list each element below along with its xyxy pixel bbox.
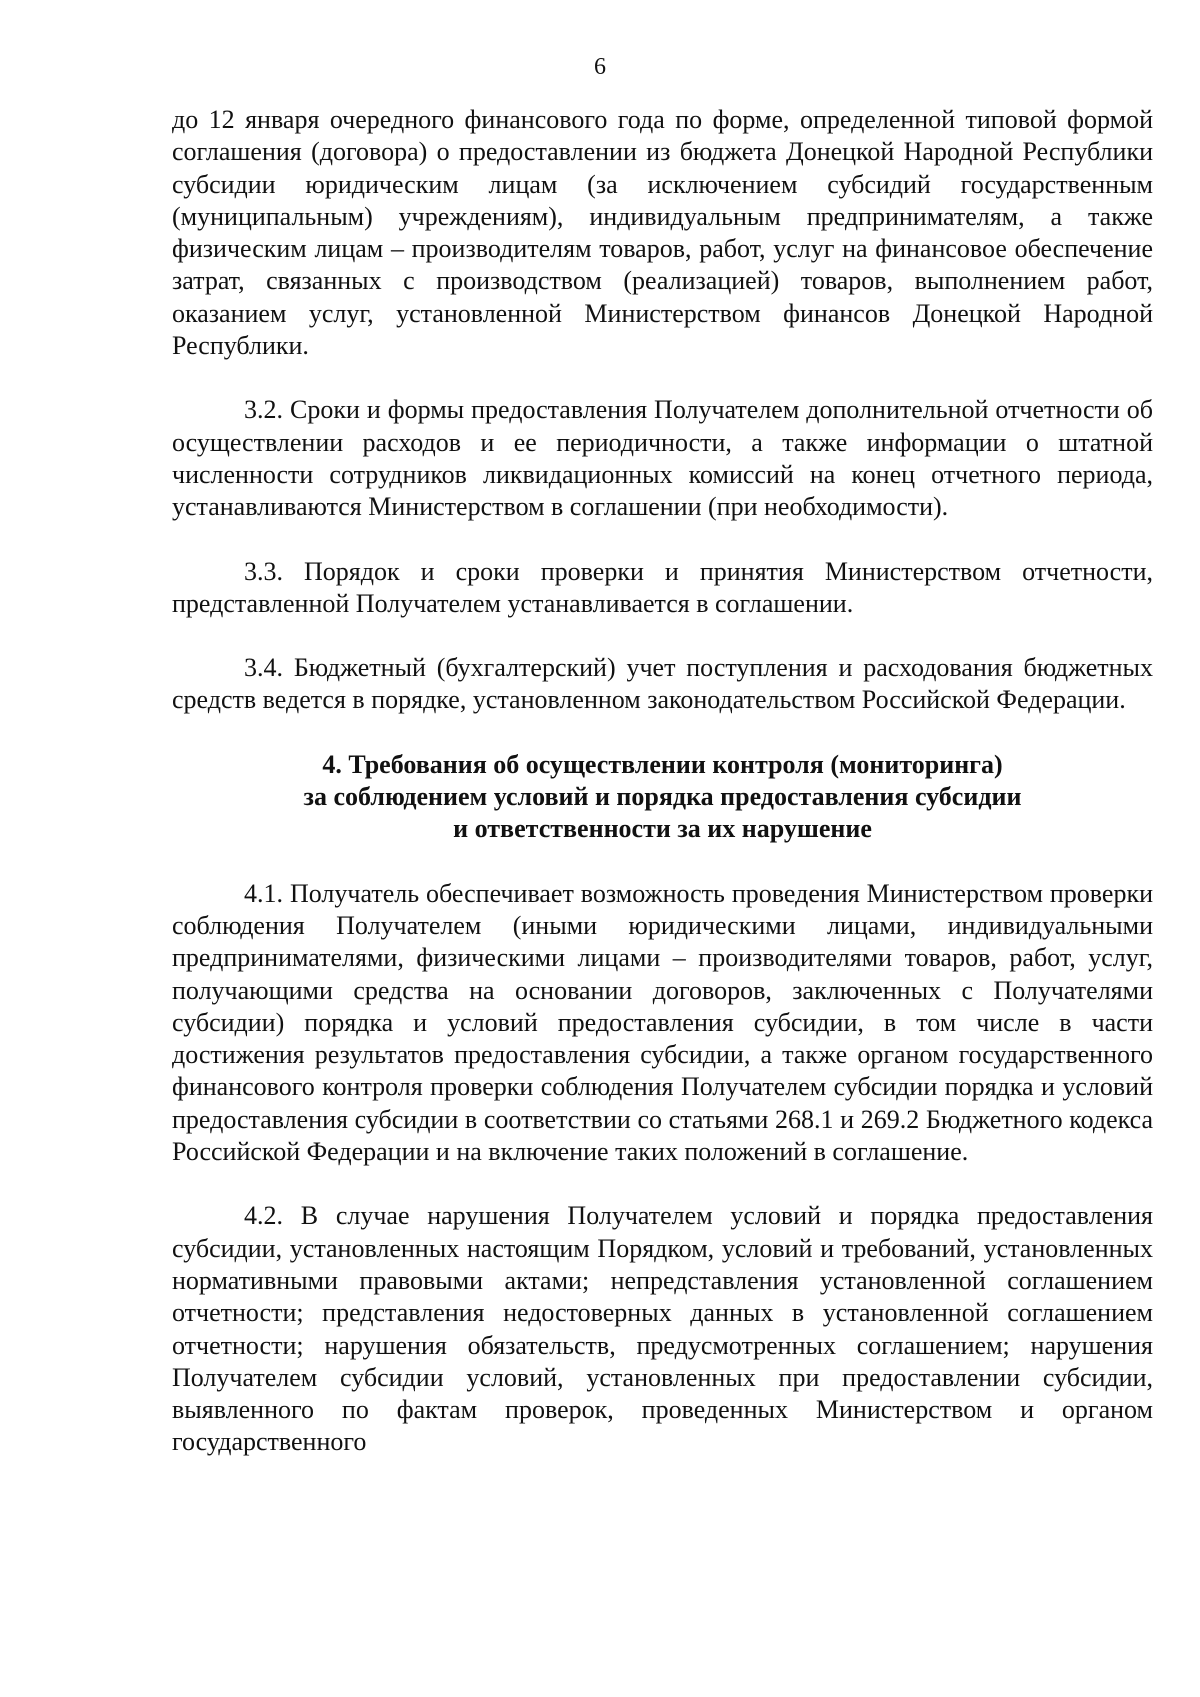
page-number: 6 xyxy=(594,54,606,80)
section-4-heading xyxy=(172,749,1153,846)
paragraph-continuation: до 12 января очередного финансового года по форме, определенной типовой формой соглашения (договора) о предоставлении из бюджета Донецкой Народной Республики субсидии юридическим лицам (за исключением субсидий государственным (муниципальным) учреждениям), индивидуальным предпринимателям, а также физическим лицам – производителям товаров, работ, услуг на финансовое обеспечение затрат, связанных с производством (реализацией) товаров, выполнением работ, оказанием услуг, установленной Министерством финансов Донецкой Народной Республики. xyxy=(172,105,1153,361)
paragraph-3-4: 3.4. Бюджетный (бухгалтерский) учет поступления и расходования бюджетных средств ведется в порядке, установленном законодательством Российской Федерации. xyxy=(172,653,1153,715)
document-body xyxy=(172,104,1153,1459)
section-4-heading-line-1: 4. Требования об осуществлении контроля (мониторинга) xyxy=(322,749,1003,779)
paragraph-4-2: 4.2. В случае нарушения Получателем условий и порядка предоставления субсидии, установленных настоящим Порядком, условий и требований, установленных нормативными правовыми актами; непредставления установленной соглашением отчетности; представления недостоверных данных в установленной соглашением отчетности; нарушения обязательств, предусмотренных соглашением; нарушения Получателем субсидии условий, установленных при предоставлении субсидии, выявленного по фактам проверок, проведенных Министерством и органом государственного xyxy=(172,1201,1153,1457)
section-4-heading-line-3: и ответственности за их нарушение xyxy=(453,814,872,844)
section-4-heading-line-2: за соблюдением условий и порядка предоставления субсидии xyxy=(303,782,1022,812)
paragraph-3-2: 3.2. Сроки и формы предоставления Получателем дополнительной отчетности об осуществлении расходов и ее периодичности, а также информации о штатной численности сотрудников ликвидационных комиссий на конец отчетного периода, устанавливаются Министерством в соглашении (при необходимости). xyxy=(172,395,1153,522)
paragraph-3-3: 3.3. Порядок и сроки проверки и принятия Министерством отчетности, представленной Получателем устанавливается в соглашении. xyxy=(172,556,1153,618)
paragraph-4-1: 4.1. Получатель обеспечивает возможность проведения Министерством проверки соблюдения Получателем (иными юридическими лицами, индивидуальными предпринимателями, физическими лицами – производителями товаров, работ, услуг, получающими средства на основании договоров, заключенных с Получателями субсидии) порядка и условий предоставления субсидии, в том числе в части достижения результатов предоставления субсидии, а также органом государственного финансового контроля проверки соблюдения Получателем субсидии порядка и условий предоставления субсидии в соответствии со статьями 268.1 и 269.2 Бюджетного кодекса Российской Федерации и на включение таких положений в соглашение. xyxy=(172,878,1153,1167)
